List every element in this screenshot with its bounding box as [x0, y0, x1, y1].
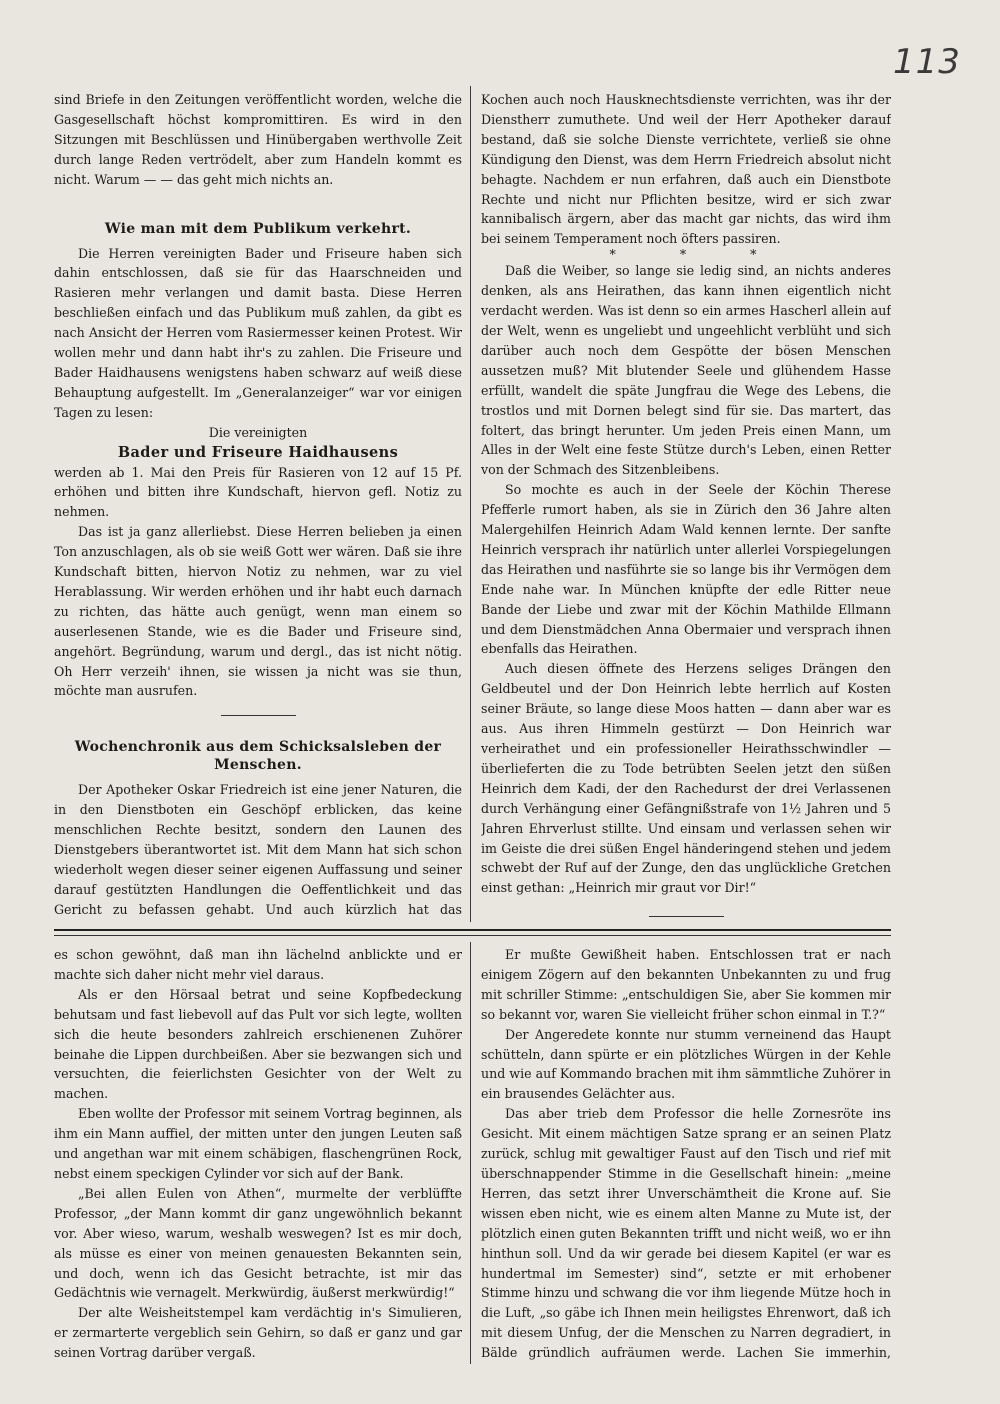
paragraph-herzen: Auch diesen öffnete des Herzens seliges Drängen den Geldbeutel und der Don Heinrich lebte herrlich auf Kosten seiner Bräute, so lange diese Moos hatten — dann aber war es aus. Aus ihren Himmeln gestürzt — Don Heinrich war verheirathet und ein professioneller Heirathsschwindler — überlieferten die zu Tode betrübten Seelen jetzt den süßen Heinrich dem Kadi, der den Rachedurst der drei Verlassenen durch Verhängung einer Gefängnißstrafe von 1½ Jahren und 5 Jahren Ehrverlust stillte. Und einsam und verlassen sehen wir im Geiste die drei süßen Engel händeringend stehen und jedem schwebt der Ruf auf der Zunge, den das unglückliche Gretchen einst gethan: „Heinrich mir graut vor Dir!“ [481, 661, 891, 896]
paragraph-bader-2: Das ist ja ganz allerliebst. Diese Herren belieben ja einen Ton anzuschlagen, als ob sie weiß Gott wer wären. Daß sie ihre Kundschaft bitten, hiervon Notiz zu nehmen, war zu viel Herablassung. Wir werden erhöhen und ihr habt euch darnach zu richten, das hätte auch genügt, wenn man einem so auserlesenen Stande, wie es die Bader und Friseure sind, angehört. Begründung, warum und dergl., das ist nicht nötig. Oh Herr verzeih' ihnen, sie wissen ja nicht was sie thun, möchte man ausrufen. [54, 524, 462, 699]
ad-body: werden ab 1. Mai den Preis für Rasieren von 12 auf 15 Pf. erhöhen und bitten ihre Kundschaft, hiervon gefl. Notiz zu nehmen. [54, 464, 462, 520]
short-rule [221, 715, 296, 716]
paragraph-weiber: Daß die Weiber, so lange sie ledig sind, an nichts anderes denken, als ans Heirathen, das kann ihnen eigentlich nicht verdacht werden. Was ist denn so ein armes Hascherl allein auf der Welt, wenn es ungeliebt und ungeehlicht verblüht und sich darüber auch noch dem Gespötte der bösen Menschen aussetzen muß? Mit blutender Seele und glühendem Hasse erfüllt, wandelt die späte Jungfrau die Wege des Lebens, die trostlos und mit Dornen belegt sind für sie. Das martert, das foltert, das bringt herunter. Um jeden Preis einen Mann, um Alles in der Welt eine feste Stütze durch's Leben, einen Retter von der Schmach des Sitzenbleibens. [481, 263, 891, 478]
paragraph-story-6 [54, 1363, 462, 1365]
heading-publikum: Wie man mit dem Publikum verkehrt. [104, 220, 412, 237]
paragraph-story-3: Eben wollte der Professor mit seinem Vortrag beginnen, als ihm ein Mann auffiel, der mitten unter den jungen Leuten saß und angethan war mit einem schäbigen, flaschengrünen Rock, nebst einem speckigen Cylinder vor sich auf der Bank. [54, 1106, 462, 1181]
column-top-right [481, 90, 891, 922]
paragraph-story-7: Er mußte Gewißheit haben. Entschlossen trat er nach einigem Zögern auf den bekannten Unbekannten zu und frug mit schriller Stimme: „entschuldigen Sie, aber Sie kommen mir so bekannt vor, waren Sie vielleicht früher schon einmal in T.?“ [481, 947, 891, 1022]
section-divider-thin [54, 935, 891, 936]
paragraph-story-5: Der alte Weisheitstempel kam verdächtig in's Simulieren, er zermarterte vergeblich sein Gehirn, so daß er ganz und gar seinen Vortrag darüber vergaß. [54, 1305, 462, 1361]
paragraph-story-2: Als er den Hörsaal betrat und seine Kopfbedeckung behutsam und fast liebevoll auf das Pult vor sich legte, wollten sich die heute besonders zahlreich erschienenen Zuhörer beinahe die Lippen durchbeißen. Aber sie bezwangen sich und versuchten, die feierlichsten Gesichter von der Welt zu machen. [54, 986, 462, 1102]
column-divider-top [470, 86, 471, 922]
paragraph-therese: So mochte es auch in der Seele der Köchin Therese Pfefferle rumort haben, als sie in Zürich den 36 Jahre alten Malergehilfen Heinrich Adam Wald kennen lernte. Der sanfte Heinrich versprach ihr natürlich unter allerlei Vorspiegelungen das Heirathen und nasführte sie so lange bis ihr Vermögen dem Ende nahe war. In München knüpfte der edle Ritter neue Bande der Liebe und zwar mit der Köchin Mathilde Ellmann und dem Dienstmädchen Anna Obermaier und versprach ihnen ebenfalls das Heirathen. [481, 482, 891, 657]
paragraph-story-9: Das aber trieb dem Professor die helle Zornesröte ins Gesicht. Mit einem mächtigen Satze sprang er an seinen Platz zurück, schlug mit gewaltiger Faust auf den Tisch und rief mit überschnappender Stimme in die Gesellschaft hinein: „meine Herren, das setzt ihrer Unverschämtheit die Krone auf. Sie wissen eben nicht, wie es einem alten Manne zu Mute ist, der plötzlich einen guten Bekannten trifft und nicht weiß, wo er ihn hinthun soll. Und da wir gerade bei diesem Kapitel (er war es hundertmal im Semester) sind“, setzte er mit erhobener Stimme hinzu und schwang die vor ihm liegende Mütze hoch in die Luft, „so gäbe ich Ihnen mein heiligstes Ehrenwort, daß ich mit diesem Unfug, der die Menschen zu Narren degradiert, in Bälde gründlich aufräumen werde. Lachen Sie immerhin, [481, 1106, 891, 1361]
section-divider-thick [54, 929, 891, 931]
short-rule-right [649, 916, 724, 917]
ad-line-1: Die vereinigten [208, 424, 308, 440]
column-top-left [54, 90, 462, 922]
ad-title: Bader und Friseure Haidhausens [117, 443, 399, 461]
section-stars: * * * [609, 247, 787, 263]
page-number: 113 [893, 42, 961, 82]
paragraph-kochen: Kochen auch noch Hausknechtsdienste verrichten, was ihr der Dienstherr zumuthete. Und weil der Herr Apotheker darauf bestand, daß sie solche Dienste verrichtete, verließ sie ohne Kündigung den Dienst, was dem Herrn Friedreich absolut nicht behagte. Nachdem er nun erfahren, daß auch ein Dienstbote Rechte und nicht nur Pflichten besitze, wird er sich zwar kannibalisch ärgern, aber das macht gar nichts, das wird ihm bei seinem Temperament noch öfters passiren. [481, 92, 891, 247]
paragraph-apotheker: Der Apotheker Oskar Friedreich ist eine jener Naturen, die in den Dienstboten ein Geschöpf erblicken, das keine menschlichen Rechte besitzt, sondern den Launen des Dienstgebers überantwortet ist. Mit dem Mann hat sich schon wiederholt wegen dieser seiner eigenen Auffassung und seiner darauf gestützten Handlungen die Oeffentlichkeit und das Gericht zu befassen gehabt. Und auch kürzlich hat das [54, 782, 462, 917]
paragraph-story-8: Der Angeredete konnte nur stumm verneinend das Haupt schütteln, dann spürte er ein plötzliches Würgen in der Kehle und wie auf Kommando brachen mit ihm sämmtliche Zuhörer in ein brausendes Gelächter aus. [481, 1026, 891, 1102]
column-divider-bottom [470, 942, 471, 1364]
paragraph-story-1: es schon gewöhnt, daß man ihn lächelnd anblickte und er machte sich daher nicht mehr viel daraus. [54, 947, 462, 982]
paragraph-story-4: „Bei allen Eulen von Athen“, murmelte der verblüffte Professor, „der Mann kommt dir ganz ungewöhnlich bekannt vor. Aber wieso, warum, weshalb weswegen? Ist es mir doch, als müsse es einer von meinen genauesten Bekannten sein, und doch, wenn ich das Gesicht betrachte, ist mir das Gedächtnis wie vernagelt. Merkwürdig, äußerst merkwürdig!“ [54, 1185, 462, 1301]
column-bottom-left [54, 945, 462, 1365]
paragraph-gas-intro: sind Briefe in den Zeitungen veröffentlicht worden, welche die Gasgesellschaft höchst kompromittiren. Es wird in den Sitzungen mit Beschlüssen und Hinübergaben werthvolle Zeit durch lange Reden vertrödelt, aber zum Handeln kommt es nicht. Warum — — das geht mich nichts an. [54, 92, 462, 187]
heading-wochenchronik: Wochenchronik aus dem Schicksalsleben der Menschen. [74, 739, 442, 774]
paragraph-bader-1: Die Herren vereinigten Bader und Friseure haben sich dahin entschlossen, daß sie für das Haarschneiden und Rasieren mehr verlangen und damit basta. Diese Herren beschließen einfach und das Publikum muß zahlen, da gibt es nach Ansicht der Herren vom Rasiermesser keinen Protest. Wir wollen mehr und dann habt ihr's zu zahlen. Die Friseure und Bader Haidhausens wenigstens haben schwarz auf weiß diese Behauptung aufgestellt. Im „Generalanzeiger“ war vor einigen Tagen zu lesen: [54, 245, 462, 420]
column-bottom-right [481, 945, 891, 1365]
